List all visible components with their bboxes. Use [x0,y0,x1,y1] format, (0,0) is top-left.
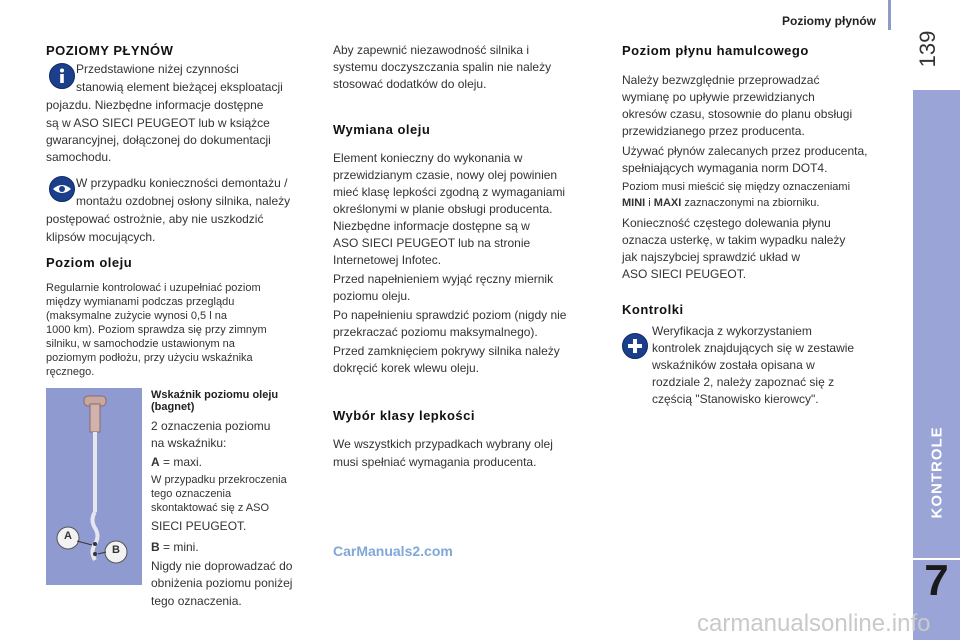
brake-text-line: Konieczność częstego dolewania płynu [622,216,831,230]
watermark-carmanualsonline: carmanualsonline.info [697,610,931,637]
info-text-line: samochodu. [46,150,112,164]
and-text: i [645,197,654,209]
dipstick-caption: Wskaźnik poziomu oleju [151,389,279,401]
dipstick-text-line: W przypadku przekroczenia [151,474,287,486]
oil-change-text-line: Internetowej Infotec. [333,253,442,267]
marker-b-label: B [112,544,120,556]
plus-icon [622,333,648,359]
running-header: Poziomy płynów [781,14,876,28]
chapter-label: KONTROLE [928,426,946,519]
marker-a-label: A [64,530,72,542]
warning-text-line: klipsów mocujących. [46,230,156,244]
oil-change-text-line: dokręcić korek wlewu oleju. [333,361,480,375]
oil-text-line: (maksymalne zużycie wynosi 0,5 l na [46,310,227,322]
lamps-text-line: rozdziale 2, należy zapoznać się z [652,375,835,389]
lamps-text-line: częścią "Stanowisko kierowcy". [652,392,819,406]
dipstick-text-line: 2 oznaczenia poziomu [151,419,271,433]
info-text-line: gwarancyjnej, dołączonej do dokumentacji [46,133,271,147]
intro-text-line: Aby zapewnić niezawodność silnika i [333,43,530,57]
dipstick-max-line [151,454,202,471]
viscosity-text-line: musi spełniać wymagania producenta. [333,455,537,469]
max-text: = maxi. [159,455,203,469]
info-text-line: stanowią element bieżącej eksploatacji [76,80,283,94]
lamps-text-line: Weryfikacja z wykorzystaniem [652,324,812,338]
oil-change-text-line: przewidzianym czasie, nowy olej powinien [333,168,558,182]
intro-text-line: systemu doczyszczania spalin nie należy [333,60,552,74]
warning-text-line: montażu ozdobnej osłony silnika, należy [76,194,291,208]
brake-text-line: okresów czasu, stosownie do planu obsługi [622,107,853,121]
oil-text-line: poziomym podłożu, przy użyciu wskaźnika [46,352,253,364]
oil-change-text-line: Niezbędne informacje dostępne są w [333,219,530,233]
brake-text-line: wymianę po upływie przewidzianych [622,90,815,104]
oil-change-text-line: Po napełnieniu sprawdzić poziom (nigdy nie [333,308,567,322]
dipstick-text-line: Nigdy nie doprowadzać do [151,559,293,573]
brake-text-line: spełniających wymagania norm DOT4. [622,161,828,175]
info-text-line: są w ASO SIECI PEUGEOT lub w książce [46,116,270,130]
mini-label: MINI [622,197,646,209]
dipstick-min-line [151,539,199,556]
header-divider [888,0,891,30]
warning-text-line: W przypadku konieczności demontażu / [76,176,288,190]
oil-change-text-line: Przed napełnieniem wyjąć ręczny miernik [333,272,554,286]
brake-text-line: oznacza usterkę, w takim wypadku należy [622,233,846,247]
brake-text-line: Należy bezwzględnie przeprowadzać [622,73,820,87]
section-title: POZIOMY PŁYNÓW [46,43,174,58]
viscosity-heading: Wybór klasy lepkości [333,408,475,423]
brake-text-line: przewidzianego przez producenta. [622,124,805,138]
page-number: 139 [915,30,940,68]
brake-fluid-heading: Poziom płynu hamulcowego [622,43,809,58]
warning-text-line: postępować ostrożnie, aby nie uszkodzić [46,212,264,226]
warning-lamps-heading: Kontrolki [622,302,684,317]
lamps-text-line: kontrolek znajdujących się w zestawie [652,341,855,355]
oil-change-text-line: przekraczać poziomu maksymalnego). [333,325,538,339]
brake-text-line: jak najszybciej sprawdzić układ w [622,250,801,264]
brake-minmax-line [622,196,819,210]
info-text-line: Przedstawione niżej czynności [76,62,239,76]
dipstick-drawing [46,388,142,585]
oil-text-line: Regularnie kontrolować i uzupełniać poziom [46,282,261,294]
brake-text-line: ASO SIECI PEUGEOT. [622,267,747,281]
min-letter: B [151,540,160,554]
brake-suffix-text: zaznaczonymi na zbiorniku. [681,197,820,209]
info-icon [49,63,75,89]
oil-level-heading: Poziom oleju [46,255,133,270]
max-letter: A [151,455,160,469]
oil-change-text-line: Przed zamknięciem pokrywy silnika należy [333,344,560,358]
min-text: = mini. [159,540,199,554]
oil-change-text-line: mieć klasę lepkości zgodną z wymaganiami [333,185,566,199]
dipstick-illustration [46,388,142,585]
dipstick-text-line: na wskaźniku: [151,436,227,450]
oil-change-text-line: poziomu oleju. [333,289,411,303]
oil-change-text-line: określonymi w planie obsługi producenta. [333,202,553,216]
brake-text-line: Używać płynów zalecanych przez producenta, [622,144,868,158]
dipstick-text-line: tego oznaczenia [151,488,232,500]
intro-text-line: stosować dodatków do oleju. [333,77,487,91]
oil-text-line: silniku, w samochodzie ustawionym na [46,338,235,350]
lamps-text-line: wskaźników została opisana w [652,358,815,372]
oil-change-heading: Wymiana oleju [333,122,431,137]
info-text-line: pojazdu. Niezbędne informacje dostępne [46,98,264,112]
maxi-label: MAXI [653,197,682,209]
dipstick-text-line: SIECI PEUGEOT. [151,519,247,533]
dipstick-text-line: obniżenia poziomu poniżej [151,576,293,590]
oil-text-line: 1000 km). Poziom sprawdza się przy zimnym [46,324,267,336]
chapter-number: 7 [924,556,949,605]
dipstick-text-line: tego oznaczenia. [151,594,242,608]
brake-text-line: Poziom musi mieścić się między oznaczeniami [622,181,851,193]
dipstick-text-line: skontaktować się z ASO [151,502,269,514]
dipstick-caption: (bagnet) [151,401,195,413]
viscosity-text-line: We wszystkich przypadkach wybrany olej [333,437,553,451]
eye-icon [49,176,75,202]
watermark-carmanuals2: CarManuals2.com [333,543,453,559]
oil-change-text-line: Element konieczny do wykonania w [333,151,523,165]
oil-change-text-line: ASO SIECI PEUGEOT lub na stronie [333,236,531,250]
oil-text-line: ręcznego. [46,366,95,378]
oil-text-line: między wymianami podczas przeglądu [46,296,235,308]
